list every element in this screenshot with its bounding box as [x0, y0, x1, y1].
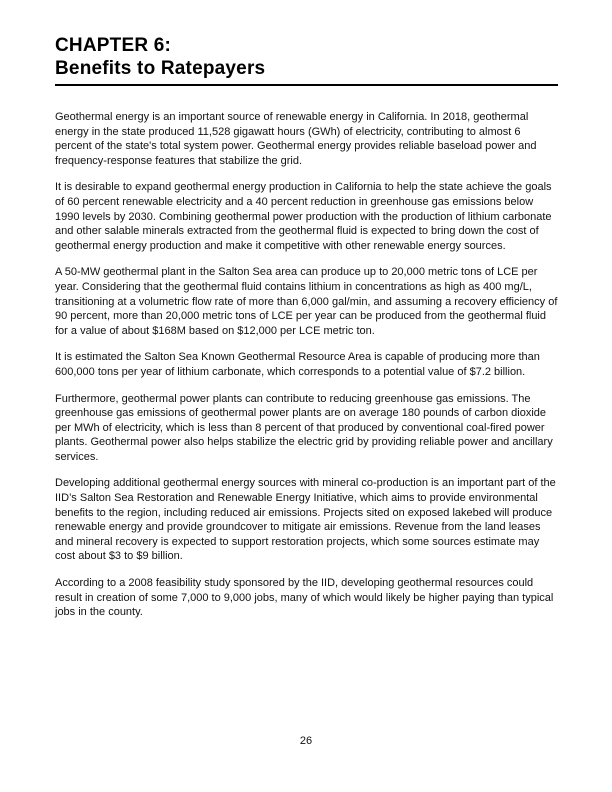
chapter-title-line2: Benefits to Ratepayers — [55, 58, 266, 79]
paragraph: It is estimated the Salton Sea Known Geothermal Resource Area is capable of producing more than 600,000 tons per year of lithium carbonate, which corresponds to a potential value of $7.2 billion. — [55, 351, 540, 378]
page-content — [55, 34, 558, 632]
chapter-title-line1: CHAPTER 6: — [55, 35, 172, 56]
chapter-header — [55, 34, 558, 86]
paragraph: Developing additional geothermal energy sources with mineral co-production is an important part of the IID’s Salton Sea Restoration and Renewable Energy Initiative, which aims to provide environmental benefits to the region, including reduced air emissions. Projects sited on exposed lakebed will produce renewable energy and provide groundcover to mitigate air emissions. Revenue from the land leases and mineral recovery is expected to support restoration projects, which some sources estimate may cost about $3 to $9 billion. — [55, 477, 556, 563]
paragraph: A 50-MW geothermal plant in the Salton Sea area can produce up to 20,000 metric tons of LCE per year. Considering that the geothermal fluid contains lithium in concentrations as high as 400 mg/L, transitioning at a volumetric flow rate of more than 6,000 gal/min, and assuming a recovery efficiency of 90 percent, more than 20,000 metric tons of LCE per year can be produced from the geothermal fluid for a value of about $168M based on $12,000 per LCE metric ton. — [55, 266, 558, 337]
title-divider — [55, 84, 558, 86]
paragraph: According to a 2008 feasibility study sponsored by the IID, developing geothermal resources could result in creation of some 7,000 to 9,000 jobs, many of which would likely be higher paying than typical jobs in the county. — [55, 577, 554, 619]
page-number: 26 — [299, 735, 313, 747]
paragraph: It is desirable to expand geothermal energy production in California to help the state achieve the goals of 60 percent renewable electricity and a 40 percent reduction in greenhouse gas emissions below 1990 levels by 2030. Combining geothermal power production with the production of lithium carbonate and other salable minerals extracted from the geothermal fluid is expected to bring down the cost of geothermal energy production and make it competitive with other renewable energy sources. — [55, 181, 552, 252]
paragraph: Geothermal energy is an important source of renewable energy in California. In 2018, geothermal energy in the state produced 11,528 gigawatt hours (GWh) of electricity, contributing to almost 6 percent of the state's total system power. Geothermal energy provides reliable baseload power and frequency-response features that stabilize the grid. — [55, 111, 537, 167]
page-footer — [0, 735, 612, 748]
chapter-title — [55, 34, 558, 80]
body-text — [55, 110, 558, 620]
paragraph: Furthermore, geothermal power plants can contribute to reducing greenhouse gas emissions. The greenhouse gas emissions of geothermal power plants are on average 180 pounds of carbon dioxide per MWh of electricity, which is less than 8 percent of that produced by conventional coal-fired power plants. Geothermal power also helps stabilize the electric grid by providing reliable power and ancillary services. — [55, 392, 553, 463]
